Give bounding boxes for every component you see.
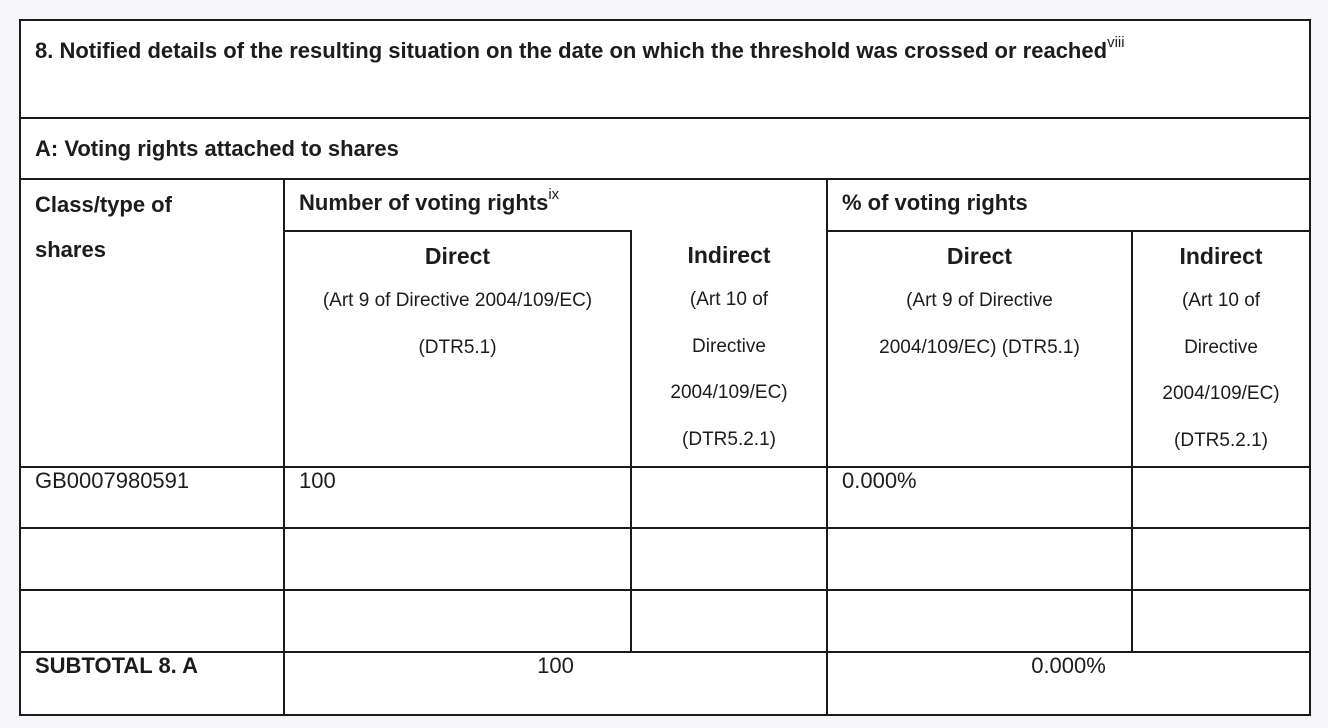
pct-indirect-cell: [1132, 528, 1310, 590]
notification-form: [19, 19, 1309, 716]
pct-indirect-line4: (DTR5.2.1): [1174, 429, 1268, 451]
table-row: [20, 590, 1310, 652]
pct-direct-cell: 0.000%: [827, 467, 1132, 528]
part-a-title: A: Voting rights attached to shares: [20, 118, 1310, 179]
subtotal-number: 100: [284, 652, 827, 715]
number-indirect-line2: Directive: [692, 335, 766, 357]
voting-rights-table: [19, 19, 1311, 716]
number-indirect-cell: [631, 590, 827, 652]
number-voting-rights-text: Number of voting rights: [299, 190, 549, 215]
number-direct-line2: (DTR5.1): [418, 336, 497, 358]
pct-indirect-line1: (Art 10 of: [1181, 290, 1261, 311]
table-row: [20, 528, 1310, 590]
pct-direct-header: [827, 231, 1132, 467]
class-type-header-text: Class/type of shares: [35, 192, 172, 262]
subtotal-label: SUBTOTAL 8. A: [20, 652, 284, 715]
pct-voting-rights-text: % of voting rights: [842, 190, 1028, 215]
pct-indirect-line2: Directive: [1184, 336, 1258, 358]
pct-indirect-header: [1132, 231, 1310, 467]
number-voting-rights-footnote: ix: [548, 186, 560, 203]
subtotal-pct: 0.000%: [827, 652, 1310, 715]
number-indirect-line3: 2004/109/EC): [670, 382, 788, 403]
class-type-cell: [20, 528, 284, 590]
subtotal-row: [20, 652, 1310, 715]
number-indirect-cell: [631, 528, 827, 590]
number-indirect-header: [631, 231, 827, 467]
pct-direct-label: Direct: [946, 243, 1013, 269]
pct-indirect-label: Indirect: [1179, 243, 1263, 269]
number-direct-cell: [284, 528, 631, 590]
pct-direct-line1: (Art 9 of Directive: [906, 290, 1053, 311]
number-direct-cell: 100: [284, 467, 631, 528]
number-voting-rights-header: [284, 179, 827, 231]
number-indirect-line1: (Art 10 of: [689, 289, 769, 310]
pct-indirect-cell: [1132, 590, 1310, 652]
number-indirect-line4: (DTR5.2.1): [682, 428, 776, 450]
class-type-cell: GB0007980591: [20, 467, 284, 528]
class-type-header: [20, 179, 284, 467]
pct-direct-cell: [827, 590, 1132, 652]
table-row: [20, 467, 1310, 528]
number-direct-label: Direct: [424, 243, 491, 269]
section-title-text: 8. Notified details of the resulting situation on the date on which the threshold was crossed or reached: [35, 38, 1108, 63]
number-direct-header: [284, 231, 631, 467]
pct-direct-line2: 2004/109/EC) (DTR5.1): [879, 336, 1080, 358]
pct-indirect-line3: 2004/109/EC): [1162, 383, 1280, 404]
number-indirect-cell: [631, 467, 827, 528]
pct-direct-cell: [827, 528, 1132, 590]
number-indirect-label: Indirect: [687, 242, 771, 268]
pct-voting-rights-header: [827, 179, 1310, 231]
number-direct-cell: [284, 590, 631, 652]
pct-indirect-cell: [1132, 467, 1310, 528]
class-type-cell: [20, 590, 284, 652]
section-title-footnote: viii: [1107, 34, 1125, 51]
number-direct-line1: (Art 9 of Directive 2004/109/EC): [322, 290, 593, 311]
section-title: [20, 20, 1310, 118]
